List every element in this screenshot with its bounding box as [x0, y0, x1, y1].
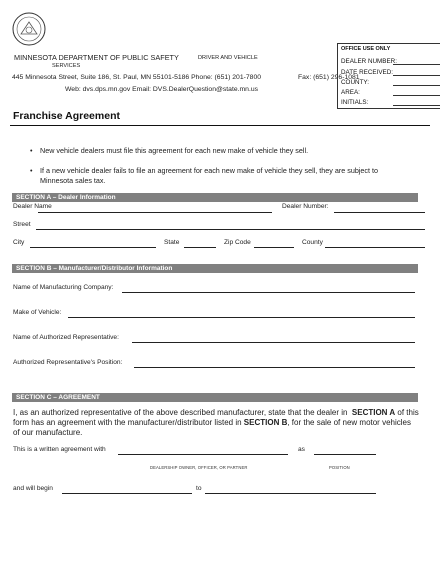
web-email-line: Web: dvs.dps.mn.gov Email: DVS.DealerQuestion@state.mn.us: [65, 86, 259, 93]
make-of-vehicle-label: Make of Vehicle:: [13, 309, 62, 316]
section-a-header: SECTION A – Dealer Information: [12, 193, 418, 202]
bullet-text-1: New vehicle dealers must file this agreement for each new make of vehicle they sell.: [40, 146, 309, 155]
bullet-icon-1: •: [30, 146, 33, 155]
county-label: County: [302, 239, 323, 246]
state-seal-logo: [12, 12, 46, 46]
dealership-owner-caption: DEALERSHIP OWNER, OFFICER, OR PARTNER: [150, 465, 248, 470]
title-divider: [10, 125, 430, 126]
office-date-received: DATE RECEIVED:: [341, 69, 440, 77]
office-date-received-line[interactable]: [393, 75, 440, 76]
office-initials-line[interactable]: [393, 105, 440, 106]
dealer-name-label: Dealer Name: [13, 203, 52, 210]
dealership-owner-field[interactable]: [118, 454, 288, 455]
state-label: State: [164, 239, 180, 246]
to-label: to: [196, 485, 202, 492]
position-field[interactable]: [314, 454, 376, 455]
office-dealer-number: DEALER NUMBER:: [341, 58, 440, 66]
city-field[interactable]: [30, 247, 156, 248]
end-date-field[interactable]: [205, 493, 376, 494]
begin-date-field[interactable]: [62, 493, 192, 494]
zip-label: Zip Code: [224, 239, 251, 246]
bullet-icon-2: •: [30, 166, 33, 175]
section-c-header: SECTION C – AGREEMENT: [12, 393, 418, 402]
office-use-title: OFFICE USE ONLY: [341, 46, 391, 52]
division-name-line-2: SERVICES: [52, 63, 81, 69]
state-field[interactable]: [184, 247, 216, 248]
rep-position-field[interactable]: [134, 367, 415, 368]
begin-label: and will begin: [13, 485, 53, 492]
authorized-rep-field[interactable]: [132, 342, 415, 343]
manufacturing-company-label: Name of Manufacturing Company:: [13, 284, 114, 291]
street-field[interactable]: [36, 229, 425, 230]
form-title: Franchise Agreement: [13, 110, 120, 122]
section-b-header: SECTION B – Manufacturer/Distributor Information: [12, 264, 418, 273]
bullet-text-2: If a new vehicle dealer fails to file an agreement for each new make of vehicle they sell, they are subject to: [40, 166, 378, 175]
office-initials: INITIALS:: [341, 99, 440, 107]
dealer-name-field[interactable]: [38, 212, 272, 213]
office-dealer-number-line[interactable]: [393, 64, 440, 65]
office-area-line[interactable]: [393, 95, 440, 96]
authorized-rep-label: Name of Authorized Representative:: [13, 334, 119, 341]
fax-line: Fax: (651) 296-1081: [298, 74, 360, 81]
manufacturing-company-field[interactable]: [122, 292, 415, 293]
office-use-box: [337, 43, 440, 109]
office-county-line[interactable]: [393, 85, 440, 86]
position-caption: POSITION: [329, 465, 350, 470]
street-label: Street: [13, 221, 31, 228]
city-label: City: [13, 239, 25, 246]
as-label: as: [298, 446, 305, 453]
written-agreement-label: This is a written agreement with: [13, 446, 106, 453]
agreement-paragraph-line-3: of our manufacture.: [13, 428, 83, 437]
dealer-number-field[interactable]: [334, 212, 425, 213]
zip-field[interactable]: [254, 247, 294, 248]
division-name-line-1: DRIVER AND VEHICLE: [198, 55, 258, 61]
address-line: 445 Minnesota Street, Suite 186, St. Paul, MN 55101-5186 Phone: (651) 201-7800: [12, 74, 262, 81]
agreement-paragraph-line-1: I, as an authorized representative of the above described manufacturer, state that the dealer in SECTION A of this: [13, 408, 419, 417]
agreement-paragraph-line-2: form has an agreement with the manufacturer/distributor listed in SECTION B, for the sale of new motor vehicles: [13, 418, 411, 427]
department-name: MINNESOTA DEPARTMENT OF PUBLIC SAFETY: [14, 53, 179, 62]
bullet-text-2-cont: Minnesota sales tax.: [40, 176, 106, 185]
dealer-number-label: Dealer Number:: [282, 203, 329, 210]
office-county: COUNTY:: [341, 79, 440, 87]
county-field[interactable]: [325, 247, 425, 248]
rep-position-label: Authorized Representative's Position:: [13, 359, 123, 366]
make-of-vehicle-field[interactable]: [68, 317, 415, 318]
office-area: AREA:: [341, 89, 440, 97]
